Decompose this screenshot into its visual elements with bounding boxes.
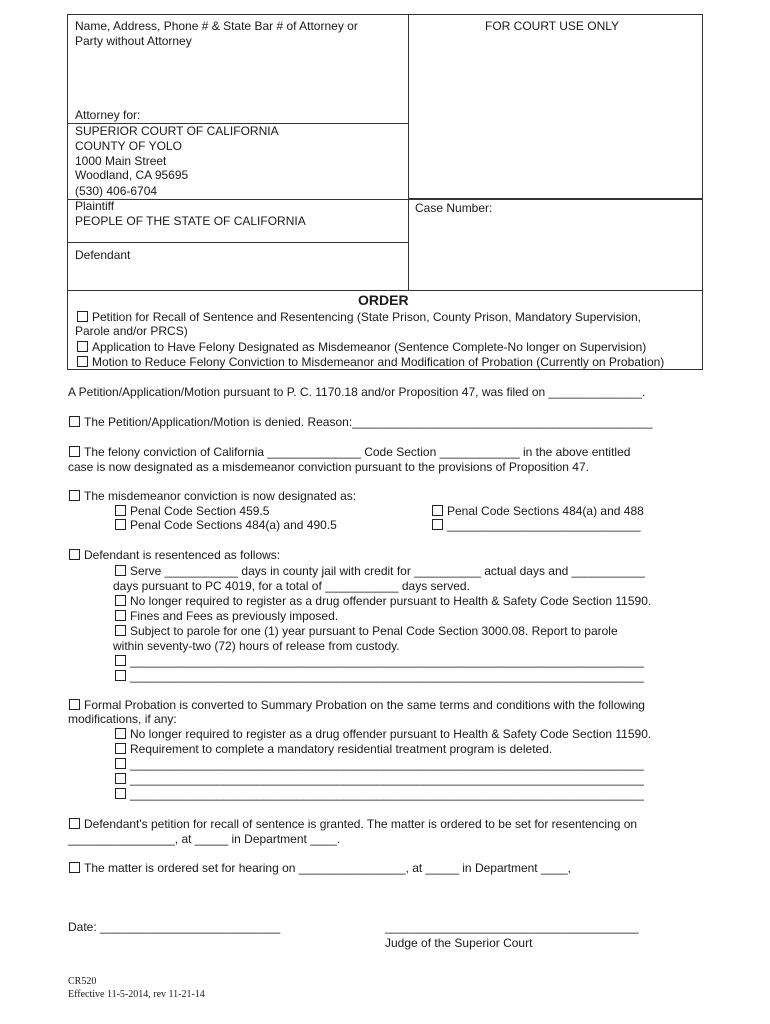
court-name: SUPERIOR COURT OF CALIFORNIA (75, 124, 279, 138)
pc-484-488-item[interactable] (432, 504, 644, 518)
felony-label: The felony conviction of California ______________ Code Section ____________ in the above entitled (84, 445, 631, 459)
resentenced-label: Defendant is resentenced as follows: (84, 548, 281, 562)
effective-date: Effective 11-5-2014, rev 11-21-14 (68, 989, 205, 1000)
resentence-blank-1[interactable] (115, 654, 644, 668)
recall-label: Petition for Recall of Sentence and Resentencing (State Prison, County Prison, Mandatory Supervision, (92, 310, 641, 324)
treatment-label: Requirement to complete a mandatory residential treatment program is deleted. (130, 742, 553, 756)
pc-484-4905-item[interactable] (115, 518, 337, 532)
misdemeanor-label: The misdemeanor conviction is now designated as: (84, 489, 357, 503)
serve-item[interactable] (115, 564, 645, 578)
granted-line-2: ________________, at _____ in Department ____. (68, 832, 341, 846)
probation-blank-line-2: _____________________________________________________________________________ (130, 772, 644, 786)
fines-item[interactable] (115, 609, 338, 623)
pc-484-4905-label: Penal Code Sections 484(a) and 490.5 (130, 518, 337, 532)
parole-checkbox[interactable] (115, 625, 126, 636)
treatment-checkbox[interactable] (115, 743, 126, 754)
probation-checkbox[interactable] (69, 699, 80, 710)
application-label: Application to Have Felony Designated as Misdemeanor (Sentence Complete-No longer on Supervision) (92, 340, 647, 354)
no-register-checkbox-2[interactable] (115, 728, 126, 739)
order-option-motion[interactable] (77, 355, 664, 369)
judge-signature-line: ______________________________________ (385, 920, 639, 934)
recall-checkbox[interactable] (77, 311, 88, 322)
judge-label: Judge of the Superior Court (385, 936, 533, 950)
treatment-item[interactable] (115, 742, 552, 756)
probation-label: Formal Probation is converted to Summary Probation on the same terms and conditions with the following (84, 698, 645, 712)
hearing-item[interactable] (69, 861, 571, 875)
felony-item[interactable] (69, 445, 630, 459)
probation-blank-line-1: _____________________________________________________________________________ (130, 757, 644, 771)
serve-label: Serve ___________ days in county jail with credit for __________ actual days and ___________ (130, 564, 646, 578)
probation-blank-1[interactable] (115, 757, 644, 771)
probation-blank-checkbox-3[interactable] (115, 788, 126, 799)
denied-checkbox[interactable] (69, 416, 80, 427)
parole-item[interactable] (115, 624, 618, 638)
pc-484-488-label: Penal Code Sections 484(a) and 488 (447, 504, 644, 518)
court-city: Woodland, CA 95695 (75, 168, 189, 182)
motion-checkbox[interactable] (77, 356, 88, 367)
granted-item[interactable] (69, 817, 637, 831)
no-register-item-1[interactable] (115, 594, 651, 608)
resentence-blank-line-1: _____________________________________________________________________________ (130, 654, 644, 668)
serve-checkbox[interactable] (115, 565, 126, 576)
probation-item[interactable] (69, 698, 645, 712)
serve-line-2: days pursuant to PC 4019, for a total of ___________ days served. (113, 579, 470, 593)
misdemeanor-item[interactable] (69, 489, 356, 503)
order-option-recall[interactable] (77, 310, 641, 324)
resentence-blank-line-2: _____________________________________________________________________________ (130, 669, 644, 683)
court-use-label: FOR COURT USE ONLY (485, 19, 620, 33)
parole-label: Subject to parole for one (1) year pursuant to Penal Code Section 3000.08. Report to parole (130, 624, 618, 638)
probation-blank-3[interactable] (115, 787, 644, 801)
form-id: CR520 (68, 976, 97, 987)
granted-label: Defendant's petition for recall of sentence is granted. The matter is ordered to be set for resentencing on (84, 817, 638, 831)
no-register-checkbox-1[interactable] (115, 595, 126, 606)
felony-line-2: case is now designated as a misdemeanor conviction pursuant to the provisions of Proposition 47. (68, 460, 589, 474)
parole-line-2: within seventy-two (72) hours of release from custody. (113, 639, 400, 653)
plaintiff-name: PEOPLE OF THE STATE OF CALIFORNIA (75, 214, 306, 228)
fines-checkbox[interactable] (115, 610, 126, 621)
no-register-label-1: No longer required to register as a drug offender pursuant to Health & Safety Code Section 11590. (130, 594, 652, 608)
date-line: Date: ___________________________ (68, 920, 281, 934)
order-option-application[interactable] (77, 340, 646, 354)
misdemeanor-checkbox[interactable] (69, 490, 80, 501)
pc-other-checkbox[interactable] (432, 519, 443, 530)
order-option-recall-cont: Parole and/or PRCS) (75, 324, 188, 338)
pc-484-4905-checkbox[interactable] (115, 519, 126, 530)
probation-line-2: modifications, if any: (68, 712, 177, 726)
pc-4595-item[interactable] (115, 504, 269, 518)
application-checkbox[interactable] (77, 341, 88, 352)
pc-4595-checkbox[interactable] (115, 505, 126, 516)
case-number-label: Case Number: (415, 201, 493, 215)
denied-label: The Petition/Application/Motion is denied. Reason:_____________________________________________ (84, 415, 653, 429)
resentence-blank-checkbox-2[interactable] (115, 670, 126, 681)
attorney-label-line-2: Party without Attorney (75, 34, 192, 48)
pc-other-item[interactable] (432, 518, 641, 532)
felony-checkbox[interactable] (69, 446, 80, 457)
plaintiff-label: Plaintiff (75, 199, 115, 213)
pc-484-488-checkbox[interactable] (432, 505, 443, 516)
hearing-checkbox[interactable] (69, 862, 80, 873)
motion-label: Motion to Reduce Felony Conviction to Misdemeanor and Modification of Probation (Currently on Probation) (92, 355, 665, 369)
no-register-label-2: No longer required to register as a drug offender pursuant to Health & Safety Code Section 11590. (130, 727, 652, 741)
probation-blank-2[interactable] (115, 772, 644, 786)
order-title: ORDER (358, 292, 409, 308)
resentenced-checkbox[interactable] (69, 549, 80, 560)
resentenced-item[interactable] (69, 548, 280, 562)
probation-blank-line-3: _____________________________________________________________________________ (130, 787, 644, 801)
pc-4595-label: Penal Code Section 459.5 (130, 504, 270, 518)
resentence-blank-checkbox-1[interactable] (115, 655, 126, 666)
granted-checkbox[interactable] (69, 818, 80, 829)
probation-blank-checkbox-1[interactable] (115, 758, 126, 769)
court-phone: (530) 406-6704 (75, 184, 158, 198)
hearing-label: The matter is ordered set for hearing on ________________, at _____ in Department ____, (84, 861, 572, 875)
defendant-label: Defendant (75, 248, 131, 262)
petition-filed-line: A Petition/Application/Motion pursuant to P. C. 1170.18 and/or Proposition 47, was filed on ______________. (68, 385, 646, 399)
court-county: COUNTY OF YOLO (75, 139, 182, 153)
resentence-blank-2[interactable] (115, 669, 644, 683)
attorney-for-label: Attorney for: (75, 108, 141, 122)
probation-blank-checkbox-2[interactable] (115, 773, 126, 784)
denied-item[interactable] (69, 415, 652, 429)
fines-label: Fines and Fees as previously imposed. (130, 609, 339, 623)
no-register-item-2[interactable] (115, 727, 651, 741)
pc-other-blank: _____________________________ (447, 518, 641, 532)
court-street: 1000 Main Street (75, 154, 167, 168)
attorney-label-line-1: Name, Address, Phone # & State Bar # of Attorney or (75, 19, 358, 33)
court-use-box (408, 14, 703, 199)
